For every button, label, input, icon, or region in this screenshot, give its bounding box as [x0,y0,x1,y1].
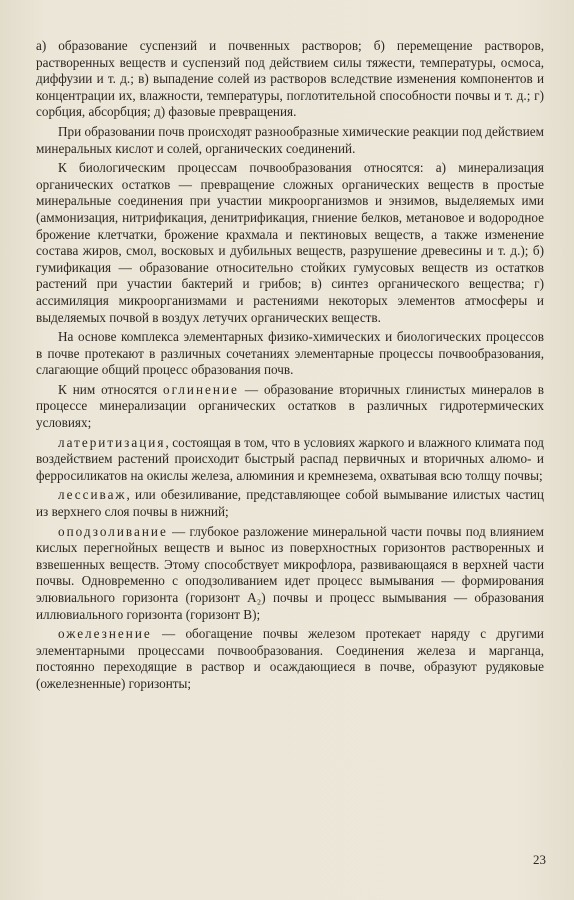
paragraph-9: ожелезнение — обогащение почвы железом протекает наряду с другими элементарными процессами почвообразования. Соединения железа и марганца, постоянно переходящие в раствор и осаждающиеся в почве, образуют рудяковые (ожелезненные) горизонты; [36,626,544,691]
term-ogline: оглинение [163,381,239,397]
term-lateritization: латеритизация [58,434,166,450]
paragraph-5: К ним относятся оглинение — образование вторичных глинистых минералов в процессе минерализации органических остатков в различных гидротермических условиях; [36,381,545,431]
paragraph-4: На основе комплекса элементарных физико-химических и биологических процессов в почве протекают в различных сочетаниях элементарные процессы почвообразования, слагающие общий процесс образования почв. [36,329,544,378]
paragraph-8: оподзоливание — глубокое разложение минеральной части почвы под влиянием кислых перегнойных веществ и вынос из поверхностных горизонтов растворенных и взвешенных веществ. Этому способствует микрофлора, развивающаяся в верхней части почвы. Одновременно с оподзоливанием идет процесс вымывания — формирования элювиального горизонта (горизонт A₂) почвы и процесс вымывания — образования иллювиального горизонта (горизонт B); [36,523,544,622]
page-body [36,38,544,693]
paragraph-lead: К ним относятся [58,381,164,397]
term-ferruginization: ожелезнение [58,626,152,642]
term-lessivage: лессиваж [58,487,127,503]
paragraph-6: латеритизация, состоящая в том, что в условиях жаркого и влажного климата под воздействием растений происходит быстрый распад первичных и вторичных алюмо- и ферросиликатов на окислы железа, алюминия и кремнезема, охватывая всю толщу почвы; [36,434,544,483]
paragraph-1: а) образование суспензий и почвенных растворов; б) перемещение растворов, растворенных веществ и суспензий под действием силы тяжести, температуры, осмоса, диффузии и т. д.; в) выпадение солей из растворов вследствие изменения компонентов и концентрации их, влажности, температуры, поглотительной способности почвы и т. д.; г) сорбция, абсорбция; д) фазовые превращения. [36,38,544,120]
paragraph-2: При образовании почв происходят разнообразные химические реакции под действием минеральных кислот и солей, органических соединений. [36,123,544,156]
paragraph-3: К биологическим процессам почвообразования относятся: а) минерализация органических остатков — превращение сложных органических веществ в простые минеральные соединения при участии микроорганизмов и энзимов, выделяемых ими (аммонизация, нитрификация, денитрификация, гниение белков, метановое и водородное брожение клетчатки, брожение крахмала и пектиновых веществ, а также изменение состава жиров, смол, восковых и дубильных веществ, разрушение древесины и т. д.); б) гумификация — образование относительно стойких гумусовых веществ из остатков растений при участии бактерий и грибов; в) синтез органического вещества; г) ассимиляция микроорганизмами и растениями некоторых элементов атмосферы и выделяемых почвой в воздух летучих органических веществ. [36,160,544,325]
paragraph-7: лессиваж, или обезиливание, представляющее собой вымывание илистых частиц из верхнего слоя почвы в нижний; [36,487,544,520]
term-podzolization: оподзоливание [58,523,168,539]
page-number: 23 [533,852,546,867]
